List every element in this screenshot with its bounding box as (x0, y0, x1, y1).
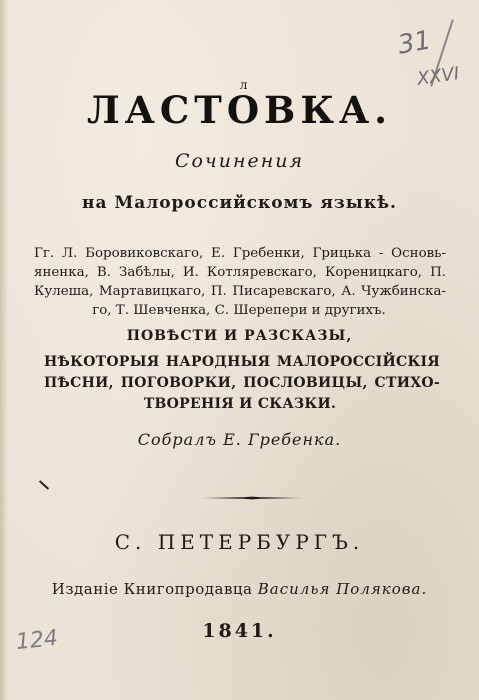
authors-line: Гг. Л. Боровиковскаго, Е. Гребенки, Грицька - Основь- (34, 246, 446, 261)
authors-line: го, Т. Шевченка, С. Шерепери и другихъ. (92, 303, 386, 318)
content-line: НѢКОТОРЫЯ НАРОДНЫЯ МАЛОРОССІЙСКІЯ (44, 354, 440, 370)
publisher-name: Василья Полякова. (257, 580, 428, 598)
content-line: ТВОРЕНІЯ И СКАЗКИ. (143, 396, 337, 412)
content-heading: ПОВѢСТИ И РАЗСКАЗЫ, (126, 328, 353, 344)
subtitle-language: на Малороссийскомъ языкѣ. (82, 193, 397, 213)
pencil-shelf-code: ХХVI (415, 63, 461, 90)
book-title: ЛАСТОВКА. (86, 88, 392, 132)
authors-line: Кулеша, Мартавицкаго, П. Писаревскаго, А. Чужбинска- (34, 284, 446, 299)
authors-line: яненка, В. Забѣлы, И. Котляревскаго, Кореницкаго, П. (34, 265, 446, 280)
ornamental-rule (203, 496, 301, 500)
pencil-shelf-number: 31 (395, 25, 434, 61)
publication-year: 1841. (202, 620, 277, 642)
ink-stray-mark (39, 480, 49, 490)
publisher-prefix: Изданіе Книгопродавца (51, 580, 253, 598)
title-accent-mark: л (239, 78, 248, 92)
subtitle-works: Сочинения (174, 150, 305, 172)
publication-city: С. ПЕТЕРБУРГЪ. (114, 530, 365, 554)
compiler-credit: Собралъ Е. Гребенка. (137, 430, 342, 449)
publisher-line (0, 580, 479, 598)
content-line: ПѢСНИ, ПОГОВОРКИ, ПОСЛОВИЦЫ, СТИХО- (44, 375, 440, 391)
pencil-inventory-number: 124 (14, 625, 60, 656)
